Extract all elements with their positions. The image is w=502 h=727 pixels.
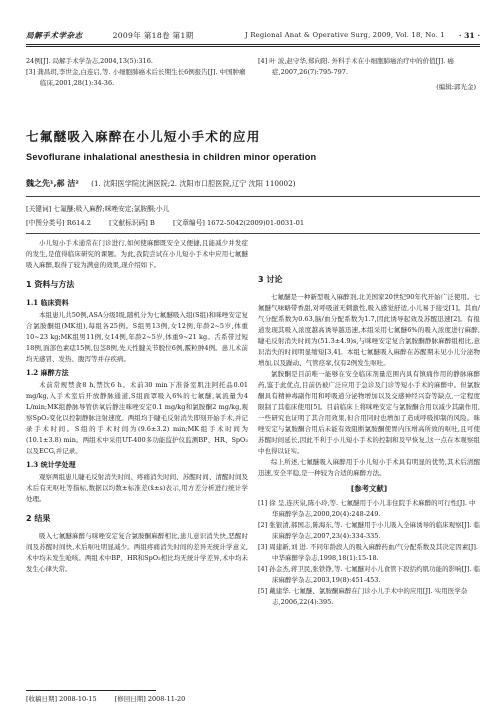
reference-item: [3] 龚昌玥,李世金,白连启,等. 小细胞肺癌术后长期生长6例报告[J]. 中国肿瘤临床,2001,28(1):34-36. (26, 68, 246, 87)
intro-paragraph: 小儿短小手术通常在门诊进行,如何使麻醉既安全又便捷,且能减少并发症的发生,是值得临床研究的课题。为此,我院尝试在小儿短小手术中应用七氟醚吸入麻醉,取得了较为满意的效果,现介绍如下。 (26, 239, 248, 269)
article-number: [文章编号] 1672-5042(2009)01-0031-01 (172, 219, 305, 227)
header-rule-thin (26, 46, 480, 47)
reference-item: 24例[J]. 局解手术学杂志,2004,13(5):316. (26, 57, 153, 65)
previous-article-refs-right (258, 56, 480, 93)
references-list (258, 498, 480, 608)
previous-article-refs-left (26, 56, 248, 89)
journal-name: 局解手术学杂志 (26, 30, 83, 40)
classification-line (26, 217, 320, 227)
reference-item: [3] 周建新,刘 进. 不同年龄段人的吸入麻醉药血/气分配系数及其决定因素[J]. 中华麻醉学杂志,1998,18(1):15-18. (258, 543, 478, 562)
body-paragraph: 本组患儿共50例,ASA分级Ⅰ级,随机分为七氟醚吸入组(S组)和咪唑安定复合氯胺酮组(MK组),每组各25例。S组男13例,女12例,年龄2~5岁,体重10~23 kg;MK组男11例,女14例,年龄2~5岁,体重9~21 kg。舌系带过短18例,面部色素痣15例,包茎8例,先天性腱关节脱位6例,霰粒肿4例。患儿术前均无感冒、发热、腹泻等并存疾病。 (26, 311, 248, 363)
reference-item: [2] 张银清,郝国志,陈海东,等. 七氟醚用于小儿吸入全麻诱导的临床观察[J]. 临床麻醉学杂志,2007,23(4):334-335. (258, 521, 480, 540)
title-rule (26, 196, 480, 197)
subsection-heading: 1.2 麻醉方法 (26, 368, 69, 377)
journal-en-citation: J Regional Anat & Operative Surg, 2009, Vol. 18, No. 1 (245, 31, 445, 39)
clc-number: [中图分类号] R614.2 (26, 219, 91, 227)
author-affiliation: (1. 沈阳医学院沈洲医院;2. 沈阳市口腔医院,辽宁 沈阳 110002) (91, 179, 296, 188)
keywords: [关键词] 七氟醚;吸入麻醉;咪唑安定;氯胺酮;小儿 (26, 205, 170, 213)
subsection-heading: 1.3 统计学处理 (26, 460, 76, 469)
header-rule (26, 44, 480, 45)
author-names: 魏之先¹,郝 洁² (26, 179, 79, 188)
reference-item: [1] 徐 呈,连庆泉,陈小玲,等. 七氟醚用于小儿非住院手术麻醉的可行性[J]. 中华麻醉学杂志,2000,20(4):248-249. (258, 499, 476, 518)
body-paragraph: 吸入七氟醚麻醉与咪唑安定复合氯胺酮麻醉相比,患儿意识消失快,恶醒时间及苏醒时间快,术后呕吐明显减少。两组疼痛消失时间的差异无统计学意义,术中均未发生呛咳。两组术中BP、HR和SpO₂相比均无统计学差异,术中均未发生心律失常。 (26, 532, 248, 573)
body-paragraph: 术前常规禁食8 h,禁饮6 h。术前30 min下准备室肌注阿托品0.01 mg/kg,入手术室后开放静脉通道,S组面罩吸入6%的七氟醚,氧流量为4 L/min;MK组静脉导管供氧后静注咪唑安定0.1 mg/kg和氯胺酮2 mg/kg,观察SpO₂变化以控制静脉注射速度。两组均于睫毛反射消失即刻开始手术,并记录手术时间。S组的手术时间为(9.6±3.2) min;MK组手术时间为(10.1±3.8) min。两组术中采用UT-400多功能监护仪监测BP、HR、SpO₂以及ECG,并记录。 (26, 381, 248, 455)
received-date: [收稿日期] 2008-10-15 (26, 695, 97, 703)
body-left-column (26, 238, 248, 575)
editor-note: (编辑:郭光金) (436, 83, 476, 91)
body-paragraph: 七氟醚是一种新型吸入麻醉剂,北美国家20世纪90年代开始广泛使用。七氟醚气味略带香甜,对呼吸道无刺激性,吸入感觉舒适,小儿易于接受[1]。其血/气分配系数为0.63,脑/血分配系数为1.7,因此诱导起效及苏醒迅速[2]。有报道发现其吸入浓度越高诱导越迅速,本组采用七氟醚6%的吸入浓度进行麻醉,睫毛反射消失时间为(51.3±4.9)s,与咪唑安定复合氯胺酮静脉麻醉组相比,意识消失的时间明显缩短[3,4]。本组七氟醚吸入麻醉在苏醒期未见小儿分泌物增加,以及躁动、气管痉挛,仅有2例发生呕吐。 (258, 293, 480, 367)
body-right-column (258, 274, 480, 608)
section-heading: 2 结果 (26, 514, 51, 523)
article-title-cn: 七氟醚吸入麻醉在小儿短小手术的应用 (26, 129, 261, 144)
section-heading: 1 资料与方法 (26, 280, 75, 289)
subsection-heading: 1.1 临床资料 (26, 298, 69, 307)
page-number: · 31 · (458, 30, 480, 40)
keywords-rule (26, 233, 480, 234)
reference-item: [4] 孙金杰,蒋卫民,张铁铮,等. 七氟醚对小儿食管下段括约肌功能的影响[J]. 临床麻醉学杂志,2003,19(8):451-453. (258, 565, 480, 584)
footnote-rule (26, 690, 156, 691)
running-head (26, 28, 480, 42)
section-heading: 3 讨论 (258, 275, 283, 284)
received-dates (26, 694, 201, 703)
reference-item: [5] 戴建华. 七氟醚、氯胺酮麻醉在门诊小儿手术中的应用[J]. 实用医学杂志,2006,22(4):395. (258, 587, 468, 606)
revised-date: [修回日期] 2008-11-20 (114, 695, 186, 703)
reference-item: [4] 叶 波,赵守华,郑向阳. 外科手术在小细胞肺癌治疗中的价值[J]. 癌症,2007,26(7):795-797. (258, 57, 454, 76)
body-paragraph: 综上所述,七氟醚吸入麻醉用于小儿短小手术具有明显的优势,其术后清醒迅速,安全平稳,是一种较为合适的麻醉方法。 (258, 458, 480, 477)
issue-info: 2009年 第18卷 第1期 (112, 30, 194, 40)
body-paragraph: 氯胺酮是目前唯一能够在安全临床剂量范围内具有镇痛作用的静脉麻醉药,鉴于此优点,目前仍被广泛应用于急诊及门诊等短小手术的麻醉中。但氯胺酮具有精神毒副作用和呼吸道分泌物增加以及交感神经兴奋等缺点,一定程度限制了其临床使用[5]。目前临床上将咪唑安定与氯胺酮合用以减少其副作用,一些研究也证明了其合用效果,但合用同时也增加了造成呼吸抑制的风险。咪唑安定与氯胺酮合用后未能有效阻断氯胺酮使胃内压增高所致的呕吐,且可使苏醒时间延长,因此不利于小儿短小手术的控制和及早恢复,这一点在本观察组中也得以证实。 (258, 370, 480, 455)
doc-code: [文献标识码] B (109, 219, 155, 227)
references-heading: [参考文献] (350, 484, 388, 493)
body-paragraph: 观察两组患儿睫毛反射消失时间、疼痛消失时间、苏醒时间、清醒时间及术后有无呕吐等指标,数据以均数±标准差(x̄±s)表示,用方差分析进行统计学处理。 (26, 473, 248, 503)
article-title-en: Sevoflurane inhalational anesthesia in children minor operation (26, 152, 317, 162)
author-line (26, 178, 296, 189)
